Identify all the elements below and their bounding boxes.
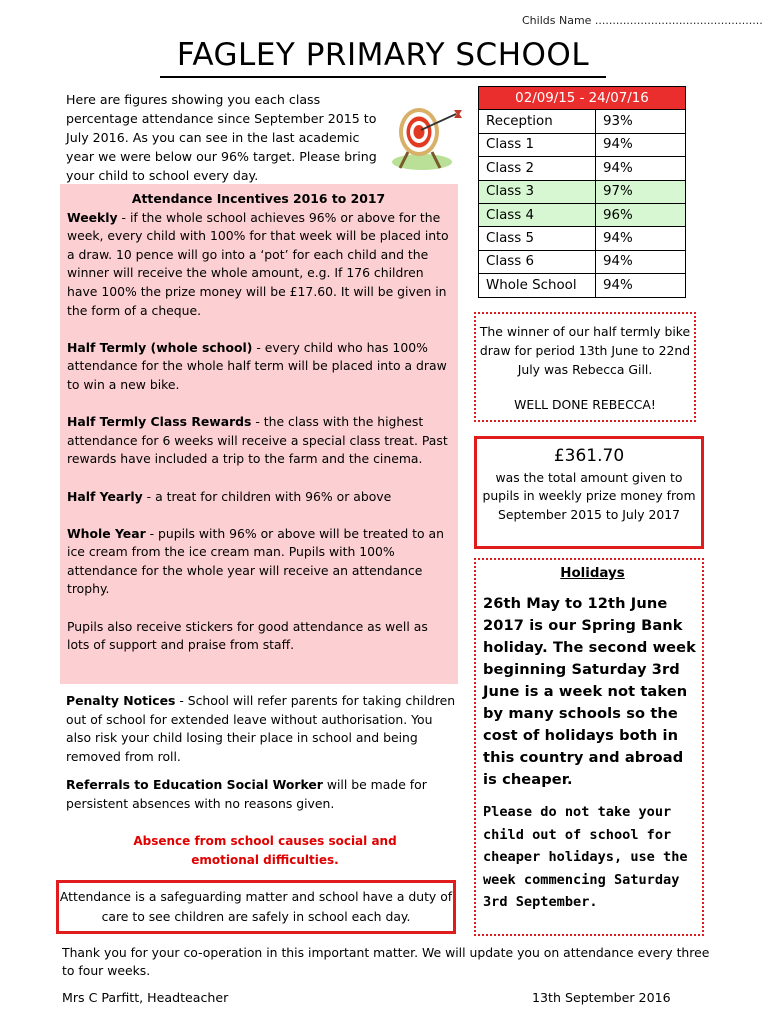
safeguarding-box: Attendance is a safeguarding matter and school have a duty of care to see children are safely in school each day.: [56, 880, 456, 934]
weekly-incentive: [67, 209, 450, 321]
class-cell: Class 4: [479, 203, 596, 226]
class-rewards-label: Half Termly Class Rewards: [67, 414, 252, 430]
half-yearly-label: Half Yearly: [67, 488, 143, 504]
attendance-table-header: 02/09/15 - 24/07/16: [479, 87, 686, 110]
holidays-text: 26th May to 12th June 2017 is our Spring Bank holiday. The second week beginning Saturday 3rd June is a week not taken by many schools so the cost of holidays both in this country and abroad is cheaper.: [483, 595, 696, 788]
whole-year-incentive: [67, 525, 450, 599]
holidays-box: [474, 558, 704, 936]
bike-winner-box: [474, 312, 696, 422]
class-cell: Class 2: [479, 157, 596, 180]
class-cell: Class 6: [479, 250, 596, 273]
absence-warning: Absence from school causes social and emotional difficulties.: [133, 834, 397, 867]
incentives-panel: [60, 184, 458, 684]
percent-cell: 94%: [596, 250, 686, 273]
class-rewards-text: - the class with the highest attendance for 6 weeks will receive a special class treat. Past rewards have included a trip to the farm and the cinema.: [67, 414, 448, 467]
holidays-title: Holidays: [560, 566, 625, 581]
footer-thanks: Thank you for your co-operation in this important matter. We will update you on attendance every three to four weeks.: [62, 945, 710, 978]
stickers-note: Pupils also receive stickers for good attendance as well as lots of support and praise from staff.: [67, 618, 428, 653]
whole-year-text: - pupils with 96% or above will be treated to an ice cream from the ice cream man. Pupils with 100% attendance for the whole year will receive an attendance trophy.: [67, 525, 444, 597]
winner-text: The winner of our half termly bike draw for period 13th June to 22nd July was Rebecca Gill.: [479, 324, 691, 377]
table-row: [479, 133, 686, 156]
table-row: [479, 180, 686, 203]
half-termly-incentive: [67, 339, 450, 395]
holidays-warning: Please do not take your child out of school for cheaper holidays, use the week commencing Saturday 3rd September.: [483, 804, 688, 911]
whole-year-label: Whole Year: [67, 525, 146, 541]
percent-cell: 94%: [596, 133, 686, 156]
referrals-label: Referrals to Education Social Worker: [66, 777, 323, 793]
letter-date: 13th September 2016: [532, 990, 671, 1005]
half-yearly-text: - a treat for children with 96% or above: [142, 488, 392, 504]
percent-cell: 97%: [596, 180, 686, 203]
penalty-section: [66, 692, 458, 824]
percent-cell: 93%: [596, 110, 686, 133]
half-yearly-incentive: [67, 488, 450, 507]
prize-money-text: was the total amount given to pupils in weekly prize money from September 2015 to July 2017: [482, 470, 696, 522]
weekly-label: Weekly: [67, 209, 118, 225]
percent-cell: 94%: [596, 274, 686, 297]
attendance-table: [478, 86, 686, 298]
half-termly-text: - every child who has 100% attendance for the whole half term will be placed into a draw to win a new bike.: [67, 339, 447, 392]
penalty-text: - School will refer parents for taking children out of school for extended leave without authorisation. You also risk your child losing their place in school and being removed from roll.: [66, 693, 456, 764]
incentives-heading: Attendance Incentives 2016 to 2017: [131, 191, 386, 206]
referrals-text: will be made for persistent absences with no reasons given.: [66, 777, 427, 811]
table-row: [479, 250, 686, 273]
class-rewards-incentive: [67, 413, 450, 469]
table-row: [479, 110, 686, 133]
page-title: FAGLEY PRIMARY SCHOOL: [160, 36, 606, 78]
half-termly-label: Half Termly (whole school): [67, 339, 253, 355]
prize-money-box: [474, 436, 704, 549]
table-row: [479, 274, 686, 297]
percent-cell: 94%: [596, 227, 686, 250]
referrals: [66, 776, 458, 813]
intro-paragraph: Here are figures showing you each class percentage attendance since September 2015 to July 2016. As you can see in the last academic year we were below our 96% target. Please bring your child to school every day.: [66, 92, 377, 183]
class-cell: Class 3: [479, 180, 596, 203]
prize-money-amount: £361.70: [553, 446, 625, 466]
archery-target-icon: [384, 96, 464, 176]
childs-name-field: Childs Name ................................................: [522, 14, 763, 27]
class-cell: Class 1: [479, 133, 596, 156]
weekly-text: - if the whole school achieves 96% or above for the week, every child with 100% for that week will be placed into a draw. 10 pence will go into a ‘pot’ for each child and the winner will receive the whole amount, e.g. If 176 children have 100% the prize money will be £17.60. It will be given in the form of a cheque.: [67, 209, 449, 318]
table-row: [479, 157, 686, 180]
penalty-notices: [66, 692, 458, 766]
percent-cell: 96%: [596, 203, 686, 226]
class-cell: Whole School: [479, 274, 596, 297]
percent-cell: 94%: [596, 157, 686, 180]
class-cell: Reception: [479, 110, 596, 133]
table-row: [479, 203, 686, 226]
headteacher-signoff: Mrs C Parfitt, Headteacher: [62, 990, 229, 1005]
penalty-label: Penalty Notices: [66, 693, 176, 708]
class-cell: Class 5: [479, 227, 596, 250]
table-row: [479, 227, 686, 250]
winner-congrats: WELL DONE REBECCA!: [514, 397, 656, 412]
